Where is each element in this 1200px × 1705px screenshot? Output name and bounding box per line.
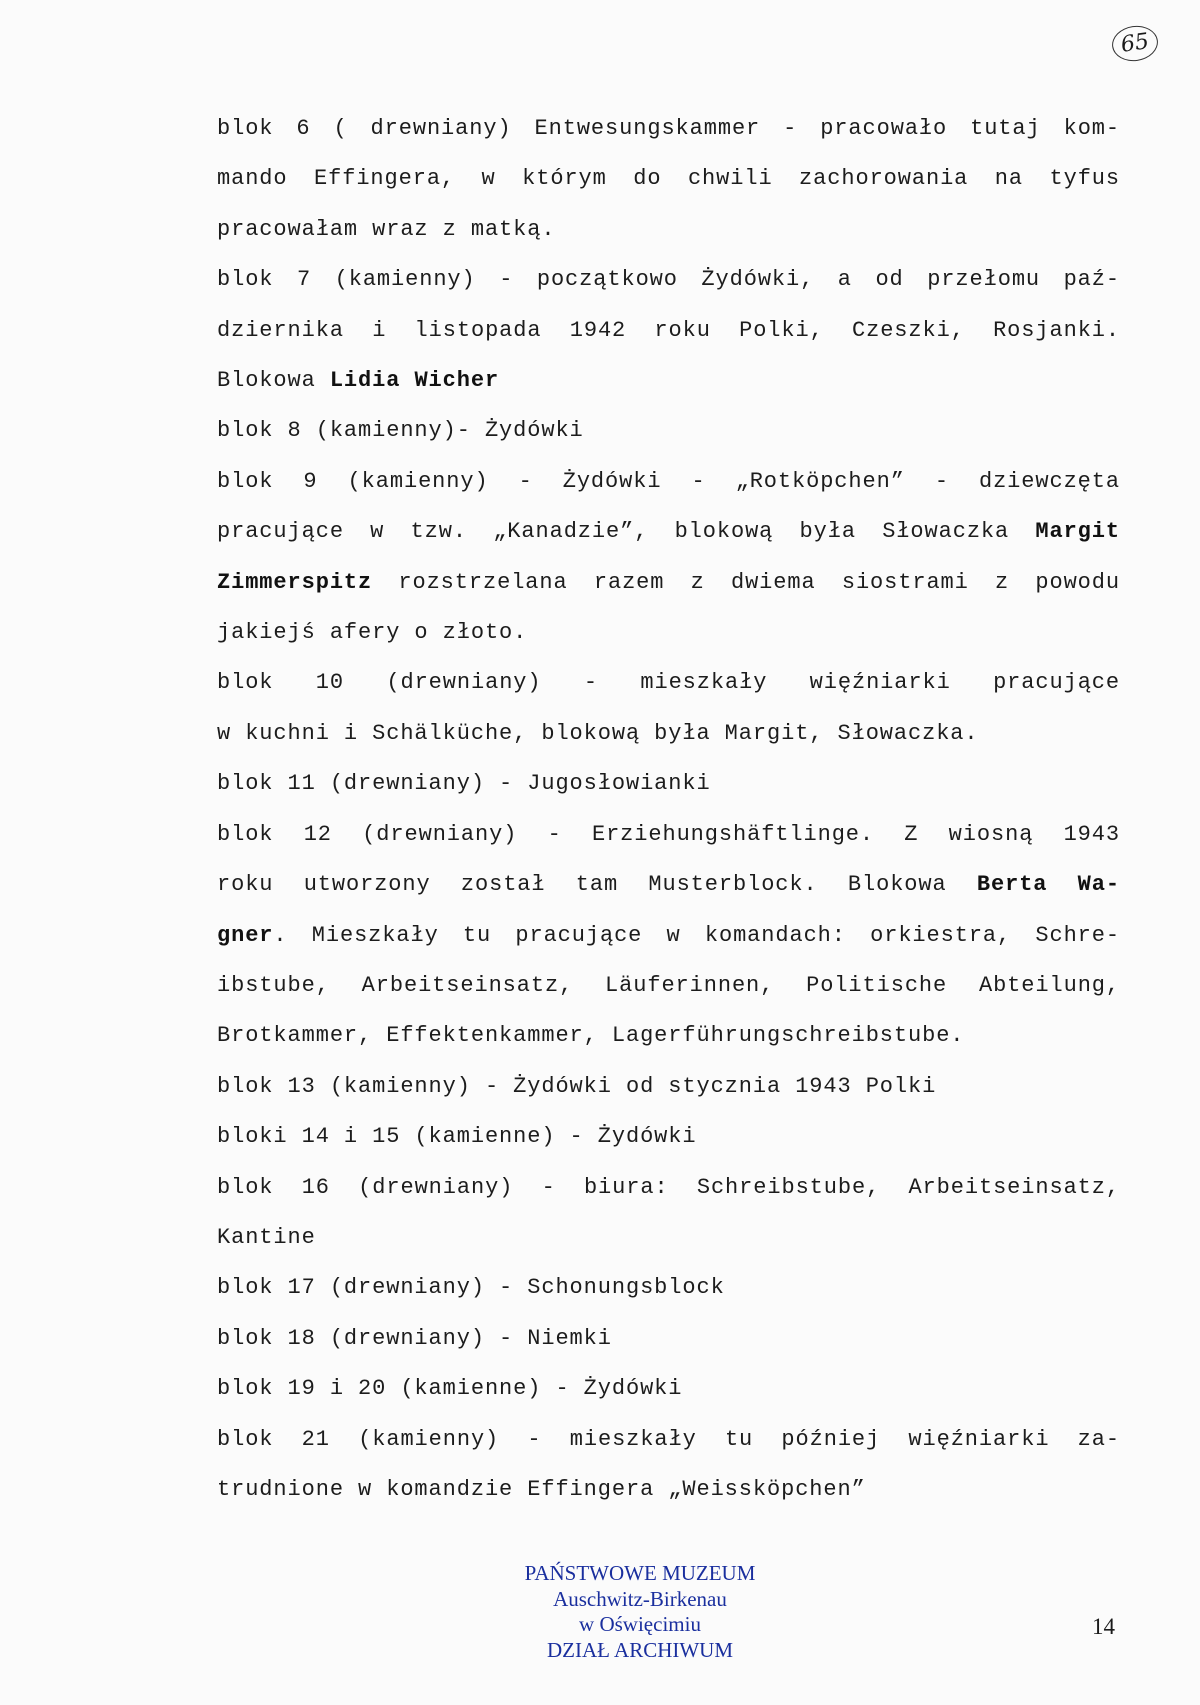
archive-stamp (480, 1561, 800, 1663)
stamp-line: DZIAŁ ARCHIWUM (546, 1637, 734, 1662)
text-line (217, 911, 1120, 961)
text-run: Blokowa (217, 368, 330, 394)
text-run: rozstrzelana razem z dwiema siostrami z powodu (372, 569, 1120, 595)
bold-name: gner (217, 922, 274, 948)
text-line: jakiejś afery o złoto. (217, 620, 528, 646)
text-line: blok 10 (drewniany) - mieszkały więźniarki pracujące (217, 670, 1120, 696)
text-line: w kuchni i Schälküche, blokową była Margit, Słowaczka. (217, 720, 979, 746)
text-line: blok 12 (drewniany) - Erziehungshäftlinge. Z wiosną 1943 (217, 821, 1120, 847)
bold-name: Zimmerspitz (217, 569, 373, 595)
text-line (217, 558, 1120, 608)
text-line: blok 18 (drewniany) - Niemki (217, 1325, 612, 1351)
text-line: blok 17 (drewniany) - Schonungsblock (217, 1275, 725, 1301)
bold-name: Margit (1035, 519, 1120, 545)
text-line (217, 860, 1120, 910)
text-line: blok 9 (kamienny) - Żydówki - „Rotköpchen” - dziewczęta (217, 468, 1120, 494)
text-line: blok 6 ( drewniany) Entwesungskammer - pracowało tutaj kom- (217, 116, 1120, 141)
text-line: trudnione w komandzie Effingera „Weisskӧpchen” (217, 1476, 866, 1502)
text-line: Brotkammer, Effektenkammer, Lagerführungschreibstube. (217, 1023, 965, 1049)
text-run: pracujące w tzw. „Kanadzie”, blokową była Słowaczka (217, 519, 1036, 545)
text-line: blok 19 i 20 (kamienne) - Żydówki (217, 1376, 683, 1402)
bold-name: Berta Wa- (976, 872, 1120, 898)
text-run: roku utworzony został tam Musterblock. Blokowa (217, 872, 977, 898)
text-line: blok 16 (drewniany) - biura: Schreibstube, Arbeitseinsatz, (217, 1174, 1120, 1200)
text-run: . Mieszkały tu pracujące w komandach: orkiestra, Schre- (273, 922, 1120, 948)
text-line: blok 21 (kamienny) - mieszkały tu później więźniarki za- (217, 1426, 1120, 1452)
text-line: dziernika i listopada 1942 roku Polki, Czeszki, Rosjanki. (217, 317, 1120, 343)
bold-name: Lidia Wicher (329, 368, 500, 394)
document-body (217, 104, 1120, 1515)
text-line: ibstube, Arbeitseinsatz, Läuferinnen, Politische Abteilung, (217, 972, 1120, 998)
text-line (217, 507, 1120, 557)
text-line: Kantine (217, 1224, 316, 1250)
text-line: blok 13 (kamienny) - Żydówki od stycznia 1943 Polki (217, 1073, 937, 1099)
page-number: 14 (1092, 1614, 1115, 1639)
text-line: pracowałam wraz z matką. (217, 216, 556, 242)
text-line: blok 7 (kamienny) - początkowo Żydówki, a od przełomu paź- (217, 267, 1120, 293)
handwritten-page-number: 65 (1110, 23, 1160, 64)
text-line (217, 356, 1120, 406)
stamp-line: w Oświęcimiu (579, 1612, 701, 1636)
text-line: blok 11 (drewniany) - Jugosłowianki (217, 771, 711, 797)
stamp-line: Auschwitz-Birkenau (553, 1586, 727, 1611)
text-line: mando Effingera, w którym do chwili zachorowania na tyfus (217, 166, 1120, 192)
stamp-line: PAŃSTWOWE MUZEUM (524, 1561, 756, 1585)
text-line: blok 8 (kamienny)- Żydówki (217, 418, 584, 444)
text-line: bloki 14 i 15 (kamienne) - Żydówki (217, 1124, 697, 1150)
